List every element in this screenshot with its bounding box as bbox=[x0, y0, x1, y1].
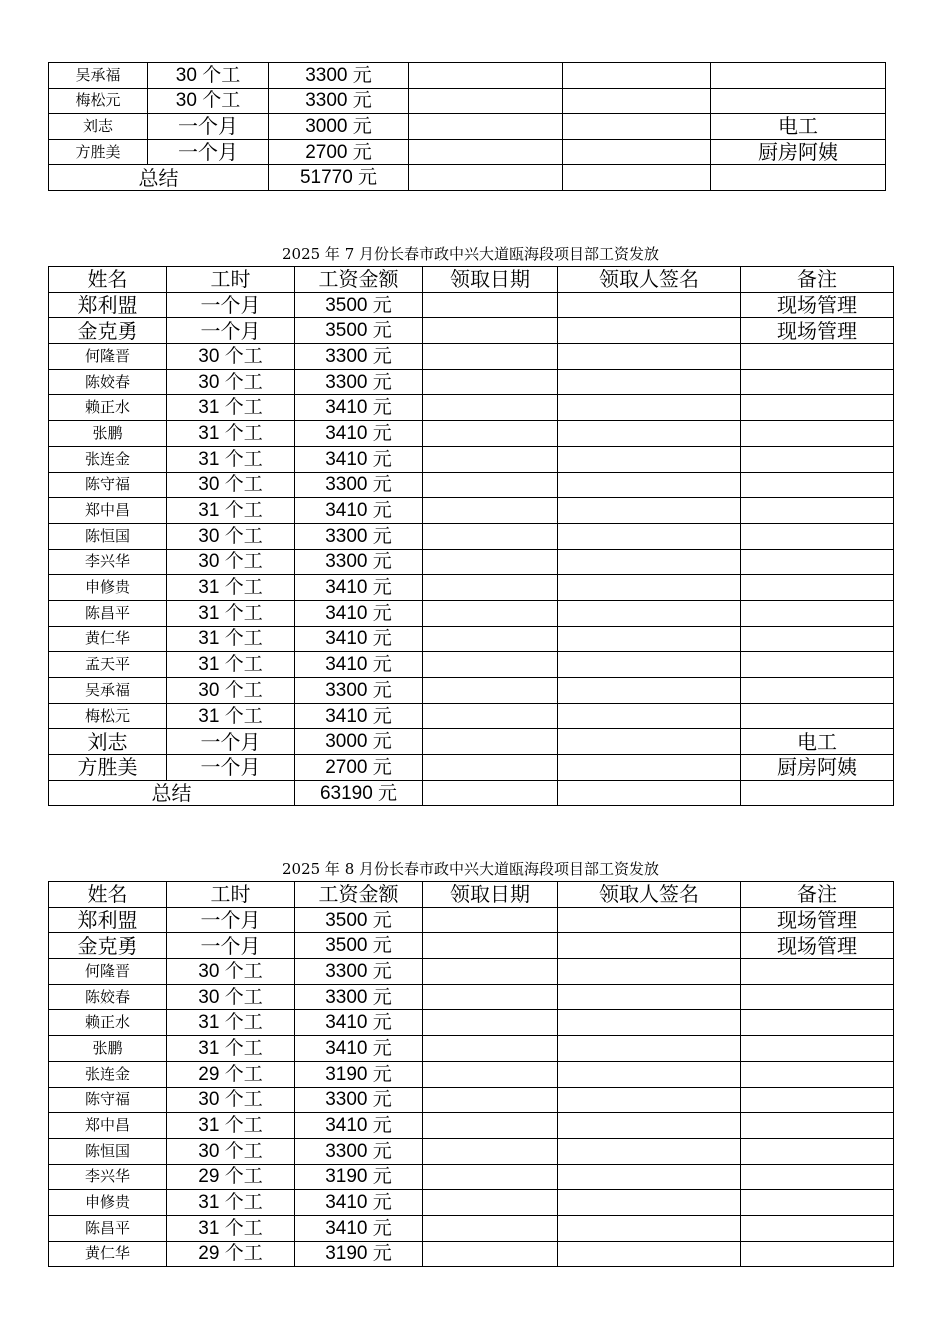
signature-cell bbox=[563, 88, 711, 114]
date-cell bbox=[423, 1241, 558, 1267]
table-row bbox=[49, 292, 894, 318]
date-cell bbox=[423, 421, 558, 447]
signature-cell bbox=[558, 395, 741, 421]
name-cell: 陈昌平 bbox=[49, 600, 167, 626]
august-table-body bbox=[49, 907, 894, 1267]
name-cell: 张鹏 bbox=[49, 421, 167, 447]
signature-cell bbox=[558, 1215, 741, 1241]
header-name: 姓名 bbox=[49, 882, 167, 908]
wage-cell: 3190 元 bbox=[295, 1061, 423, 1087]
date-cell bbox=[423, 395, 558, 421]
total-value: 51770 元 bbox=[269, 165, 409, 191]
signature-cell bbox=[558, 703, 741, 729]
name-cell: 张鹏 bbox=[49, 1036, 167, 1062]
signature-cell bbox=[558, 369, 741, 395]
signature-cell bbox=[558, 678, 741, 704]
name-cell: 郑中昌 bbox=[49, 1113, 167, 1139]
empty-cell bbox=[423, 780, 558, 806]
hours-cell: 31 个工 bbox=[167, 626, 295, 652]
table-row bbox=[49, 1138, 894, 1164]
wage-cell: 3300 元 bbox=[269, 63, 409, 89]
wage-cell: 3410 元 bbox=[295, 1215, 423, 1241]
wage-cell: 3410 元 bbox=[295, 421, 423, 447]
note-cell: 现场管理 bbox=[741, 907, 894, 933]
table-row bbox=[49, 63, 886, 89]
august-wage-table bbox=[48, 881, 894, 1267]
july-table-title: 2025 年 7 月份长春市政中兴大道瓯海段项目部工资发放 bbox=[281, 245, 660, 263]
note-cell bbox=[741, 1036, 894, 1062]
fragment-body bbox=[49, 63, 886, 191]
date-cell bbox=[423, 1036, 558, 1062]
august-table-title: 2025 年 8 月份长春市政中兴大道瓯海段项目部工资发放 bbox=[281, 860, 660, 878]
wage-cell: 3410 元 bbox=[295, 1113, 423, 1139]
header-wage: 工资金额 bbox=[295, 882, 423, 908]
note-cell bbox=[741, 626, 894, 652]
date-cell bbox=[423, 626, 558, 652]
date-cell bbox=[423, 369, 558, 395]
note-cell bbox=[741, 575, 894, 601]
wage-cell: 3500 元 bbox=[295, 292, 423, 318]
table-row bbox=[49, 1061, 894, 1087]
wage-cell: 2700 元 bbox=[269, 139, 409, 165]
july-table-header bbox=[49, 267, 894, 293]
signature-cell bbox=[558, 318, 741, 344]
hours-cell: 一个月 bbox=[148, 114, 269, 140]
date-cell bbox=[423, 1164, 558, 1190]
name-cell: 陈恒国 bbox=[49, 1138, 167, 1164]
name-cell: 刘志 bbox=[49, 729, 167, 755]
name-cell: 张连金 bbox=[49, 1061, 167, 1087]
hours-cell: 一个月 bbox=[167, 729, 295, 755]
wage-cell: 3500 元 bbox=[295, 933, 423, 959]
signature-cell bbox=[563, 139, 711, 165]
table-row bbox=[49, 139, 886, 165]
name-cell: 吴承福 bbox=[49, 678, 167, 704]
hours-cell: 30 个工 bbox=[167, 1138, 295, 1164]
note-cell bbox=[711, 63, 886, 89]
empty-cell bbox=[409, 165, 563, 191]
hours-cell: 31 个工 bbox=[167, 1036, 295, 1062]
name-cell: 黄仁华 bbox=[49, 1241, 167, 1267]
wage-cell: 3410 元 bbox=[295, 652, 423, 678]
name-cell: 郑利盟 bbox=[49, 907, 167, 933]
hours-cell: 一个月 bbox=[148, 139, 269, 165]
name-cell: 金克勇 bbox=[49, 933, 167, 959]
hours-cell: 31 个工 bbox=[167, 1113, 295, 1139]
note-cell: 电工 bbox=[741, 729, 894, 755]
signature-cell bbox=[558, 549, 741, 575]
signature-cell bbox=[558, 421, 741, 447]
date-cell bbox=[423, 472, 558, 498]
wage-cell: 3410 元 bbox=[295, 575, 423, 601]
date-cell bbox=[423, 933, 558, 959]
note-cell bbox=[741, 1113, 894, 1139]
wage-cell: 3000 元 bbox=[269, 114, 409, 140]
note-cell bbox=[741, 1241, 894, 1267]
name-cell: 张连金 bbox=[49, 446, 167, 472]
date-cell bbox=[423, 344, 558, 370]
wage-cell: 3000 元 bbox=[295, 729, 423, 755]
wage-cell: 3300 元 bbox=[295, 523, 423, 549]
wage-cell: 3300 元 bbox=[295, 959, 423, 985]
hours-cell: 31 个工 bbox=[167, 652, 295, 678]
note-cell bbox=[741, 984, 894, 1010]
hours-cell: 30 个工 bbox=[167, 984, 295, 1010]
date-cell bbox=[423, 984, 558, 1010]
date-cell bbox=[423, 755, 558, 781]
table-row bbox=[49, 626, 894, 652]
hours-cell: 31 个工 bbox=[167, 600, 295, 626]
signature-cell bbox=[558, 1061, 741, 1087]
header-hours: 工时 bbox=[167, 882, 295, 908]
hours-cell: 29 个工 bbox=[167, 1241, 295, 1267]
table-row bbox=[49, 1036, 894, 1062]
name-cell: 何隆晋 bbox=[49, 959, 167, 985]
signature-cell bbox=[558, 984, 741, 1010]
header-date: 领取日期 bbox=[423, 267, 558, 293]
name-cell: 郑中昌 bbox=[49, 498, 167, 524]
date-cell bbox=[423, 1087, 558, 1113]
wage-cell: 3410 元 bbox=[295, 600, 423, 626]
signature-cell bbox=[558, 1138, 741, 1164]
empty-cell bbox=[563, 165, 711, 191]
date-cell bbox=[423, 600, 558, 626]
hours-cell: 29 个工 bbox=[167, 1061, 295, 1087]
wage-cell: 3410 元 bbox=[295, 498, 423, 524]
signature-cell bbox=[558, 933, 741, 959]
total-row bbox=[49, 165, 886, 191]
hours-cell: 一个月 bbox=[167, 907, 295, 933]
wage-cell: 3410 元 bbox=[295, 395, 423, 421]
note-cell bbox=[741, 703, 894, 729]
wage-cell: 3300 元 bbox=[295, 1087, 423, 1113]
hours-cell: 31 个工 bbox=[167, 1215, 295, 1241]
note-cell bbox=[741, 523, 894, 549]
note-cell bbox=[741, 1061, 894, 1087]
hours-cell: 30 个工 bbox=[167, 369, 295, 395]
table-row bbox=[49, 703, 894, 729]
hours-cell: 31 个工 bbox=[167, 498, 295, 524]
name-cell: 陈恒国 bbox=[49, 523, 167, 549]
hours-cell: 30 个工 bbox=[167, 1087, 295, 1113]
note-cell bbox=[741, 421, 894, 447]
date-cell bbox=[423, 549, 558, 575]
signature-cell bbox=[558, 1241, 741, 1267]
header-signature: 领取人签名 bbox=[558, 882, 741, 908]
date-cell bbox=[423, 292, 558, 318]
note-cell bbox=[741, 549, 894, 575]
signature-cell bbox=[558, 600, 741, 626]
date-cell bbox=[423, 575, 558, 601]
note-cell: 厨房阿姨 bbox=[741, 755, 894, 781]
total-label: 总结 bbox=[49, 165, 269, 191]
table-row bbox=[49, 421, 894, 447]
name-cell: 陈守福 bbox=[49, 1087, 167, 1113]
hours-cell: 29 个工 bbox=[167, 1164, 295, 1190]
note-cell bbox=[741, 1087, 894, 1113]
header-date: 领取日期 bbox=[423, 882, 558, 908]
table-row bbox=[49, 114, 886, 140]
date-cell bbox=[409, 114, 563, 140]
note-cell bbox=[741, 1190, 894, 1216]
name-cell: 陈昌平 bbox=[49, 1215, 167, 1241]
hours-cell: 30 个工 bbox=[167, 549, 295, 575]
signature-cell bbox=[558, 959, 741, 985]
hours-cell: 一个月 bbox=[167, 755, 295, 781]
date-cell bbox=[423, 959, 558, 985]
table-row bbox=[49, 755, 894, 781]
wage-cell: 3500 元 bbox=[295, 318, 423, 344]
wage-cell: 3300 元 bbox=[269, 88, 409, 114]
table-row bbox=[49, 907, 894, 933]
total-value: 63190 元 bbox=[295, 780, 423, 806]
header-row bbox=[49, 882, 894, 908]
table-row bbox=[49, 1010, 894, 1036]
note-cell bbox=[741, 678, 894, 704]
note-cell: 厨房阿姨 bbox=[711, 139, 886, 165]
hours-cell: 一个月 bbox=[167, 292, 295, 318]
name-cell: 黄仁华 bbox=[49, 626, 167, 652]
wage-cell: 3300 元 bbox=[295, 344, 423, 370]
header-row bbox=[49, 267, 894, 293]
table-row bbox=[49, 600, 894, 626]
date-cell bbox=[409, 63, 563, 89]
hours-cell: 30 个工 bbox=[167, 344, 295, 370]
wage-cell: 3410 元 bbox=[295, 446, 423, 472]
date-cell bbox=[423, 498, 558, 524]
note-cell bbox=[741, 369, 894, 395]
table-row bbox=[49, 678, 894, 704]
total-label: 总结 bbox=[49, 780, 295, 806]
hours-cell: 一个月 bbox=[167, 318, 295, 344]
header-name: 姓名 bbox=[49, 267, 167, 293]
signature-cell bbox=[558, 292, 741, 318]
note-cell bbox=[741, 1010, 894, 1036]
hours-cell: 31 个工 bbox=[167, 1010, 295, 1036]
hours-cell: 31 个工 bbox=[167, 446, 295, 472]
name-cell: 吴承福 bbox=[49, 63, 148, 89]
note-cell bbox=[741, 498, 894, 524]
table-row bbox=[49, 1087, 894, 1113]
wage-cell: 3190 元 bbox=[295, 1241, 423, 1267]
date-cell bbox=[423, 318, 558, 344]
note-cell: 现场管理 bbox=[741, 933, 894, 959]
july-table-body bbox=[49, 292, 894, 806]
hours-cell: 30 个工 bbox=[148, 63, 269, 89]
name-cell: 梅松元 bbox=[49, 703, 167, 729]
date-cell bbox=[423, 1215, 558, 1241]
table-row bbox=[49, 1113, 894, 1139]
hours-cell: 31 个工 bbox=[167, 1190, 295, 1216]
hours-cell: 31 个工 bbox=[167, 575, 295, 601]
note-cell: 现场管理 bbox=[741, 318, 894, 344]
note-cell: 现场管理 bbox=[741, 292, 894, 318]
table-row bbox=[49, 652, 894, 678]
header-note: 备注 bbox=[741, 882, 894, 908]
signature-cell bbox=[558, 1164, 741, 1190]
signature-cell bbox=[558, 1113, 741, 1139]
note-cell bbox=[741, 959, 894, 985]
wage-cell: 3300 元 bbox=[295, 1138, 423, 1164]
note-cell bbox=[741, 1164, 894, 1190]
table-row bbox=[49, 395, 894, 421]
date-cell bbox=[423, 1113, 558, 1139]
wage-cell: 3410 元 bbox=[295, 1010, 423, 1036]
table-row bbox=[49, 344, 894, 370]
wage-cell: 3410 元 bbox=[295, 626, 423, 652]
note-cell bbox=[741, 1215, 894, 1241]
wage-cell: 3500 元 bbox=[295, 907, 423, 933]
table-row bbox=[49, 1215, 894, 1241]
header-hours: 工时 bbox=[167, 267, 295, 293]
note-cell bbox=[741, 472, 894, 498]
header-note: 备注 bbox=[741, 267, 894, 293]
table-row bbox=[49, 446, 894, 472]
signature-cell bbox=[558, 1010, 741, 1036]
signature-cell bbox=[558, 498, 741, 524]
date-cell bbox=[423, 446, 558, 472]
wage-cell: 3410 元 bbox=[295, 1190, 423, 1216]
name-cell: 申修贵 bbox=[49, 575, 167, 601]
hours-cell: 30 个工 bbox=[167, 472, 295, 498]
wage-cell: 3410 元 bbox=[295, 1036, 423, 1062]
signature-cell bbox=[558, 1036, 741, 1062]
signature-cell bbox=[558, 652, 741, 678]
empty-cell bbox=[558, 780, 741, 806]
note-cell bbox=[741, 344, 894, 370]
date-cell bbox=[423, 1061, 558, 1087]
name-cell: 方胜美 bbox=[49, 139, 148, 165]
signature-cell bbox=[558, 1190, 741, 1216]
table-row bbox=[49, 472, 894, 498]
date-cell bbox=[423, 1010, 558, 1036]
table-row bbox=[49, 549, 894, 575]
note-cell bbox=[711, 88, 886, 114]
table-row bbox=[49, 959, 894, 985]
note-cell: 电工 bbox=[711, 114, 886, 140]
hours-cell: 31 个工 bbox=[167, 395, 295, 421]
name-cell: 赖正水 bbox=[49, 395, 167, 421]
table-row bbox=[49, 369, 894, 395]
wage-cell: 3300 元 bbox=[295, 549, 423, 575]
signature-cell bbox=[558, 1087, 741, 1113]
signature-cell bbox=[558, 626, 741, 652]
name-cell: 李兴华 bbox=[49, 549, 167, 575]
name-cell: 陈姣春 bbox=[49, 984, 167, 1010]
date-cell bbox=[409, 139, 563, 165]
name-cell: 郑利盟 bbox=[49, 292, 167, 318]
table-row bbox=[49, 933, 894, 959]
hours-cell: 30 个工 bbox=[167, 959, 295, 985]
date-cell bbox=[423, 1190, 558, 1216]
signature-cell bbox=[558, 344, 741, 370]
wage-cell: 3300 元 bbox=[295, 678, 423, 704]
table-row bbox=[49, 88, 886, 114]
august-table-header bbox=[49, 882, 894, 908]
hours-cell: 30 个工 bbox=[148, 88, 269, 114]
total-row bbox=[49, 780, 894, 806]
date-cell bbox=[409, 88, 563, 114]
note-cell bbox=[741, 446, 894, 472]
note-cell bbox=[741, 1138, 894, 1164]
empty-cell bbox=[741, 780, 894, 806]
table-row bbox=[49, 575, 894, 601]
hours-cell: 30 个工 bbox=[167, 523, 295, 549]
signature-cell bbox=[558, 446, 741, 472]
date-cell bbox=[423, 729, 558, 755]
signature-cell bbox=[558, 907, 741, 933]
name-cell: 李兴华 bbox=[49, 1164, 167, 1190]
table-row bbox=[49, 318, 894, 344]
signature-cell bbox=[558, 472, 741, 498]
wage-cell: 3300 元 bbox=[295, 369, 423, 395]
signature-cell bbox=[558, 575, 741, 601]
table-row bbox=[49, 523, 894, 549]
date-cell bbox=[423, 1138, 558, 1164]
wage-cell: 3410 元 bbox=[295, 703, 423, 729]
date-cell bbox=[423, 523, 558, 549]
table-row bbox=[49, 1164, 894, 1190]
name-cell: 刘志 bbox=[49, 114, 148, 140]
signature-cell bbox=[558, 755, 741, 781]
name-cell: 申修贵 bbox=[49, 1190, 167, 1216]
name-cell: 金克勇 bbox=[49, 318, 167, 344]
name-cell: 何隆晋 bbox=[49, 344, 167, 370]
signature-cell bbox=[563, 114, 711, 140]
wage-cell: 2700 元 bbox=[295, 755, 423, 781]
signature-cell bbox=[558, 523, 741, 549]
hours-cell: 31 个工 bbox=[167, 703, 295, 729]
name-cell: 陈守福 bbox=[49, 472, 167, 498]
table-row bbox=[49, 1241, 894, 1267]
header-signature: 领取人签名 bbox=[558, 267, 741, 293]
hours-cell: 31 个工 bbox=[167, 421, 295, 447]
date-cell bbox=[423, 678, 558, 704]
hours-cell: 一个月 bbox=[167, 933, 295, 959]
wage-cell: 3300 元 bbox=[295, 984, 423, 1010]
wage-cell: 3190 元 bbox=[295, 1164, 423, 1190]
table-row bbox=[49, 984, 894, 1010]
header-wage: 工资金额 bbox=[295, 267, 423, 293]
name-cell: 赖正水 bbox=[49, 1010, 167, 1036]
previous-month-table-fragment bbox=[48, 62, 886, 191]
name-cell: 梅松元 bbox=[49, 88, 148, 114]
date-cell bbox=[423, 703, 558, 729]
name-cell: 方胜美 bbox=[49, 755, 167, 781]
table-row bbox=[49, 729, 894, 755]
empty-cell bbox=[711, 165, 886, 191]
name-cell: 陈姣春 bbox=[49, 369, 167, 395]
july-wage-table bbox=[48, 266, 894, 806]
note-cell bbox=[741, 600, 894, 626]
name-cell: 孟天平 bbox=[49, 652, 167, 678]
table-row bbox=[49, 498, 894, 524]
date-cell bbox=[423, 652, 558, 678]
signature-cell bbox=[558, 729, 741, 755]
hours-cell: 30 个工 bbox=[167, 678, 295, 704]
note-cell bbox=[741, 652, 894, 678]
signature-cell bbox=[563, 63, 711, 89]
table-row bbox=[49, 1190, 894, 1216]
note-cell bbox=[741, 395, 894, 421]
wage-cell: 3300 元 bbox=[295, 472, 423, 498]
date-cell bbox=[423, 907, 558, 933]
